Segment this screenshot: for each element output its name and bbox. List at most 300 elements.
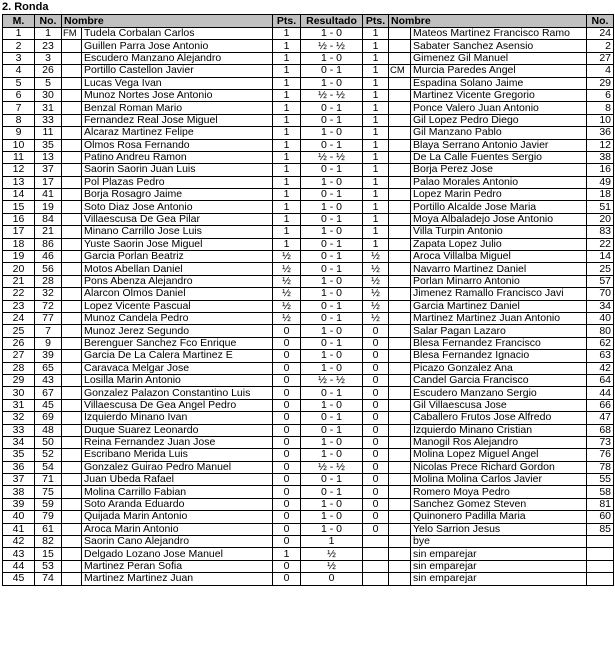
table-row (3, 300, 614, 312)
pts-negras-cell: 1 (363, 28, 389, 40)
numero-cell: 32 (35, 288, 62, 300)
numero-cell: 7 (35, 325, 62, 337)
resultado-cell: 1 - 0 (301, 523, 363, 535)
nombre-negras-cell: Candel Garcia Francisco (411, 374, 587, 386)
table-row (3, 449, 614, 461)
numero-cell: 75 (35, 486, 62, 498)
numero-cell: 30 (35, 89, 62, 101)
numero-cell: 43 (35, 374, 62, 386)
nombre-blancas-cell: Alarcon Olmos Daniel (82, 288, 273, 300)
resultado-cell: 1 - 0 (301, 350, 363, 362)
mesa-cell: 23 (3, 300, 35, 312)
header-pts-blancas: Pts. (273, 15, 301, 28)
titulo-negras-cell (389, 523, 411, 535)
pts-negras-cell: 0 (363, 325, 389, 337)
table-row (3, 523, 614, 535)
mesa-cell: 25 (3, 325, 35, 337)
titulo-negras-cell (389, 77, 411, 89)
titulo-cell (62, 89, 82, 101)
pts-negras-cell: 0 (363, 399, 389, 411)
titulo-cell (62, 312, 82, 324)
titulo-cell (62, 40, 82, 52)
mesa-cell: 12 (3, 164, 35, 176)
pts-negras-cell: 1 (363, 189, 389, 201)
mesa-cell: 17 (3, 226, 35, 238)
numero-negras-cell: 63 (587, 350, 614, 362)
pts-negras-cell: 0 (363, 486, 389, 498)
titulo-negras-cell (389, 251, 411, 263)
pts-blancas-cell: ½ (273, 312, 301, 324)
titulo-cell (62, 548, 82, 560)
numero-cell: 41 (35, 189, 62, 201)
titulo-cell (62, 226, 82, 238)
titulo-negras-cell (389, 288, 411, 300)
numero-cell: 79 (35, 511, 62, 523)
header-pts-negras: Pts. (363, 15, 389, 28)
numero-negras-cell (587, 573, 614, 585)
nombre-blancas-cell: Martinez Peran Sofia (82, 560, 273, 572)
numero-negras-cell: 16 (587, 164, 614, 176)
nombre-negras-cell: Martinez Martinez Juan Antonio (411, 312, 587, 324)
resultado-cell: 1 - 0 (301, 201, 363, 213)
titulo-negras-cell (389, 486, 411, 498)
numero-cell: 61 (35, 523, 62, 535)
titulo-cell (62, 176, 82, 188)
pts-blancas-cell: ½ (273, 251, 301, 263)
resultado-cell: ½ (301, 560, 363, 572)
titulo-cell (62, 498, 82, 510)
pts-blancas-cell: 1 (273, 114, 301, 126)
pts-blancas-cell: 0 (273, 374, 301, 386)
nombre-negras-cell: Martinez Vicente Gregorio (411, 89, 587, 101)
table-row (3, 213, 614, 225)
table-row (3, 362, 614, 374)
pts-negras-cell: 0 (363, 374, 389, 386)
resultado-cell: 1 - 0 (301, 288, 363, 300)
nombre-negras-cell: Garcia Martinez Daniel (411, 300, 587, 312)
pts-blancas-cell: 1 (273, 28, 301, 40)
pts-blancas-cell: 1 (273, 238, 301, 250)
header-numero: No. (35, 15, 62, 28)
pts-blancas-cell: 0 (273, 523, 301, 535)
table-row (3, 288, 614, 300)
nombre-blancas-cell: Aroca Marin Antonio (82, 523, 273, 535)
titulo-cell (62, 436, 82, 448)
numero-negras-cell: 18 (587, 189, 614, 201)
nombre-negras-cell: Gil Villaescusa Jose (411, 399, 587, 411)
table-row (3, 238, 614, 250)
resultado-cell: 0 - 1 (301, 251, 363, 263)
titulo-cell (62, 263, 82, 275)
pts-negras-cell (363, 548, 389, 560)
numero-negras-cell: 64 (587, 374, 614, 386)
titulo-negras-cell (389, 176, 411, 188)
nombre-blancas-cell: Motos Abellan Daniel (82, 263, 273, 275)
titulo-negras-cell (389, 350, 411, 362)
resultado-cell: 1 - 0 (301, 275, 363, 287)
numero-cell: 15 (35, 548, 62, 560)
pts-blancas-cell: 1 (273, 213, 301, 225)
header-row (3, 15, 614, 28)
numero-negras-cell: 22 (587, 238, 614, 250)
numero-cell: 46 (35, 251, 62, 263)
nombre-negras-cell: Zapata Lopez Julio (411, 238, 587, 250)
table-row (3, 461, 614, 473)
pts-blancas-cell: 0 (273, 511, 301, 523)
numero-negras-cell: 83 (587, 226, 614, 238)
pts-negras-cell: 0 (363, 387, 389, 399)
table-row (3, 164, 614, 176)
titulo-negras-cell (389, 498, 411, 510)
nombre-negras-cell: Moya Albaladejo Jose Antonio (411, 213, 587, 225)
titulo-cell (62, 523, 82, 535)
titulo-negras-cell (389, 139, 411, 151)
resultado-cell: 0 - 1 (301, 337, 363, 349)
resultado-cell: 0 - 1 (301, 412, 363, 424)
pts-blancas-cell: 1 (273, 226, 301, 238)
nombre-negras-cell: De La Calle Fuentes Sergio (411, 151, 587, 163)
nombre-negras-cell: Ponce Valero Juan Antonio (411, 102, 587, 114)
mesa-cell: 43 (3, 548, 35, 560)
numero-negras-cell: 20 (587, 213, 614, 225)
titulo-negras-cell (389, 238, 411, 250)
titulo-negras-cell (389, 325, 411, 337)
pts-blancas-cell: 0 (273, 436, 301, 448)
numero-cell: 67 (35, 387, 62, 399)
numero-negras-cell: 12 (587, 139, 614, 151)
pts-blancas-cell: 0 (273, 486, 301, 498)
resultado-cell: 0 - 1 (301, 114, 363, 126)
titulo-cell (62, 151, 82, 163)
titulo-negras-cell (389, 461, 411, 473)
numero-negras-cell: 29 (587, 77, 614, 89)
numero-negras-cell: 51 (587, 201, 614, 213)
numero-cell: 3 (35, 52, 62, 64)
numero-negras-cell: 10 (587, 114, 614, 126)
nombre-negras-cell: Romero Moya Pedro (411, 486, 587, 498)
nombre-blancas-cell: Portillo Castellon Javier (82, 65, 273, 77)
table-row (3, 139, 614, 151)
resultado-cell: 1 - 0 (301, 436, 363, 448)
mesa-cell: 27 (3, 350, 35, 362)
titulo-negras-cell (389, 189, 411, 201)
numero-cell: 84 (35, 213, 62, 225)
table-row (3, 486, 614, 498)
nombre-negras-cell: Espadina Solano Jaime (411, 77, 587, 89)
pts-blancas-cell: 1 (273, 151, 301, 163)
nombre-negras-cell: Blaya Serrano Antonio Javier (411, 139, 587, 151)
pts-blancas-cell: 0 (273, 399, 301, 411)
resultado-cell: 0 - 1 (301, 189, 363, 201)
titulo-cell (62, 127, 82, 139)
pts-negras-cell: 1 (363, 176, 389, 188)
nombre-blancas-cell: Juan Ubeda Rafael (82, 474, 273, 486)
table-row (3, 573, 614, 585)
nombre-negras-cell: Molina Molina Carlos Javier (411, 474, 587, 486)
pts-negras-cell: 1 (363, 151, 389, 163)
mesa-cell: 30 (3, 387, 35, 399)
table-row (3, 511, 614, 523)
mesa-cell: 18 (3, 238, 35, 250)
numero-cell: 82 (35, 536, 62, 548)
pts-blancas-cell: 1 (273, 139, 301, 151)
titulo-cell (62, 449, 82, 461)
nombre-negras-cell: Murcia Paredes Angel (411, 65, 587, 77)
titulo-negras-cell (389, 102, 411, 114)
numero-cell: 56 (35, 263, 62, 275)
resultado-cell: 1 - 0 (301, 77, 363, 89)
numero-cell: 86 (35, 238, 62, 250)
mesa-cell: 16 (3, 213, 35, 225)
nombre-blancas-cell: Guillen Parra Jose Antonio (82, 40, 273, 52)
pts-blancas-cell: 1 (273, 189, 301, 201)
numero-negras-cell: 68 (587, 424, 614, 436)
titulo-negras-cell (389, 201, 411, 213)
nombre-negras-cell: Villa Turpin Antonio (411, 226, 587, 238)
mesa-cell: 39 (3, 498, 35, 510)
nombre-negras-cell: Aroca Villalba Miguel (411, 251, 587, 263)
header-nombre-blancas: Nombre (62, 15, 273, 28)
table-row (3, 399, 614, 411)
numero-negras-cell: 70 (587, 288, 614, 300)
nombre-negras-cell: Nicolas Prece Richard Gordon (411, 461, 587, 473)
resultado-cell: 0 - 1 (301, 238, 363, 250)
numero-cell: 71 (35, 474, 62, 486)
pts-negras-cell: ½ (363, 300, 389, 312)
resultado-cell: 1 - 0 (301, 28, 363, 40)
nombre-negras-cell: Navarro Martinez Daniel (411, 263, 587, 275)
mesa-cell: 35 (3, 449, 35, 461)
pts-negras-cell: 1 (363, 65, 389, 77)
nombre-negras-cell: Escudero Manzano Sergio (411, 387, 587, 399)
header-nombre-negras: Nombre (389, 15, 587, 28)
resultado-cell: 0 - 1 (301, 139, 363, 151)
resultado-cell: 1 - 0 (301, 127, 363, 139)
table-row (3, 89, 614, 101)
pts-blancas-cell: ½ (273, 300, 301, 312)
titulo-cell (62, 300, 82, 312)
mesa-cell: 31 (3, 399, 35, 411)
mesa-cell: 45 (3, 573, 35, 585)
numero-negras-cell: 66 (587, 399, 614, 411)
mesa-cell: 20 (3, 263, 35, 275)
mesa-cell: 28 (3, 362, 35, 374)
pts-blancas-cell: 1 (273, 548, 301, 560)
resultado-cell: 1 - 0 (301, 325, 363, 337)
numero-negras-cell: 60 (587, 511, 614, 523)
nombre-negras-cell: Picazo Gonzalez Ana (411, 362, 587, 374)
titulo-cell (62, 374, 82, 386)
resultado-cell: 0 - 1 (301, 300, 363, 312)
pts-blancas-cell: 1 (273, 201, 301, 213)
titulo-negras-cell (389, 449, 411, 461)
titulo-negras-cell (389, 337, 411, 349)
nombre-negras-cell: bye (411, 536, 587, 548)
table-row (3, 312, 614, 324)
titulo-negras-cell (389, 573, 411, 585)
nombre-blancas-cell: Pol Plazas Pedro (82, 176, 273, 188)
nombre-blancas-cell: Saorin Saorin Juan Luis (82, 164, 273, 176)
nombre-negras-cell: Salar Pagan Lazaro (411, 325, 587, 337)
numero-cell: 72 (35, 300, 62, 312)
numero-negras-cell: 40 (587, 312, 614, 324)
pts-negras-cell: 0 (363, 424, 389, 436)
pts-negras-cell: 0 (363, 412, 389, 424)
nombre-blancas-cell: Reina Fernandez Juan Jose (82, 436, 273, 448)
table-row (3, 548, 614, 560)
pts-blancas-cell: 1 (273, 77, 301, 89)
numero-cell: 48 (35, 424, 62, 436)
nombre-blancas-cell: Tudela Corbalan Carlos (82, 28, 273, 40)
numero-cell: 13 (35, 151, 62, 163)
pts-blancas-cell: ½ (273, 275, 301, 287)
numero-negras-cell: 44 (587, 387, 614, 399)
titulo-cell (62, 461, 82, 473)
nombre-negras-cell: Blesa Fernandez Francisco (411, 337, 587, 349)
pts-negras-cell: 1 (363, 127, 389, 139)
numero-cell: 45 (35, 399, 62, 411)
titulo-cell (62, 337, 82, 349)
resultado-cell: 0 - 1 (301, 312, 363, 324)
titulo-cell (62, 486, 82, 498)
titulo-cell (62, 164, 82, 176)
pts-negras-cell: ½ (363, 251, 389, 263)
titulo-negras-cell (389, 412, 411, 424)
numero-cell: 77 (35, 312, 62, 324)
pts-negras-cell: 1 (363, 102, 389, 114)
numero-cell: 35 (35, 139, 62, 151)
pts-blancas-cell: 0 (273, 412, 301, 424)
titulo-negras-cell (389, 374, 411, 386)
nombre-blancas-cell: Minano Carrillo Jose Luis (82, 226, 273, 238)
nombre-blancas-cell: Olmos Rosa Fernando (82, 139, 273, 151)
titulo-negras-cell (389, 127, 411, 139)
mesa-cell: 42 (3, 536, 35, 548)
nombre-blancas-cell: Fernandez Real Jose Miguel (82, 114, 273, 126)
pts-blancas-cell: 1 (273, 52, 301, 64)
titulo-negras-cell (389, 89, 411, 101)
numero-cell: 26 (35, 65, 62, 77)
table-row (3, 536, 614, 548)
table-row (3, 40, 614, 52)
pts-blancas-cell: ½ (273, 288, 301, 300)
nombre-negras-cell: Borja Perez Jose (411, 164, 587, 176)
pts-negras-cell: 0 (363, 511, 389, 523)
mesa-cell: 7 (3, 102, 35, 114)
mesa-cell: 26 (3, 337, 35, 349)
numero-negras-cell: 25 (587, 263, 614, 275)
numero-negras-cell: 55 (587, 474, 614, 486)
nombre-negras-cell: Blesa Fernandez Ignacio (411, 350, 587, 362)
numero-negras-cell: 81 (587, 498, 614, 510)
titulo-cell (62, 511, 82, 523)
mesa-cell: 44 (3, 560, 35, 572)
titulo-negras-cell (389, 28, 411, 40)
table-row (3, 412, 614, 424)
titulo-cell (62, 275, 82, 287)
pts-blancas-cell: 0 (273, 573, 301, 585)
mesa-cell: 4 (3, 65, 35, 77)
nombre-blancas-cell: Garcia Porlan Beatriz (82, 251, 273, 263)
numero-cell: 19 (35, 201, 62, 213)
titulo-cell (62, 65, 82, 77)
nombre-negras-cell: Gil Lopez Pedro Diego (411, 114, 587, 126)
numero-negras-cell: 76 (587, 449, 614, 461)
numero-negras-cell: 8 (587, 102, 614, 114)
nombre-blancas-cell: Soto Diaz Jose Antonio (82, 201, 273, 213)
numero-negras-cell: 38 (587, 151, 614, 163)
nombre-blancas-cell: Garcia De La Calera Martinez E (82, 350, 273, 362)
numero-negras-cell: 47 (587, 412, 614, 424)
table-row (3, 176, 614, 188)
mesa-cell: 40 (3, 511, 35, 523)
resultado-cell: ½ - ½ (301, 461, 363, 473)
nombre-blancas-cell: Gonzalez Palazon Constantino Luis (82, 387, 273, 399)
nombre-negras-cell: Jimenez Ramallo Francisco Javi (411, 288, 587, 300)
pts-negras-cell: 0 (363, 461, 389, 473)
nombre-blancas-cell: Patino Andreu Ramon (82, 151, 273, 163)
pts-blancas-cell: 0 (273, 424, 301, 436)
nombre-blancas-cell: Soto Aranda Eduardo (82, 498, 273, 510)
nombre-negras-cell: Sanchez Gomez Steven (411, 498, 587, 510)
nombre-blancas-cell: Lopez Vicente Pascual (82, 300, 273, 312)
titulo-cell (62, 102, 82, 114)
titulo-negras-cell (389, 399, 411, 411)
numero-cell: 28 (35, 275, 62, 287)
resultado-cell: ½ - ½ (301, 374, 363, 386)
pts-blancas-cell: 1 (273, 89, 301, 101)
titulo-negras-cell (389, 387, 411, 399)
nombre-negras-cell: Quinonero Padilla Maria (411, 511, 587, 523)
nombre-blancas-cell: Berenguer Sanchez Fco Enrique (82, 337, 273, 349)
table-row (3, 77, 614, 89)
table-row (3, 474, 614, 486)
titulo-cell (62, 114, 82, 126)
pts-blancas-cell: 0 (273, 474, 301, 486)
table-row (3, 201, 614, 213)
pts-negras-cell (363, 573, 389, 585)
numero-negras-cell: 34 (587, 300, 614, 312)
resultado-cell: 1 - 0 (301, 52, 363, 64)
titulo-negras-cell: CM (389, 65, 411, 77)
pts-blancas-cell: 0 (273, 498, 301, 510)
table-row (3, 226, 614, 238)
mesa-cell: 10 (3, 139, 35, 151)
nombre-blancas-cell: Quijada Marin Antonio (82, 511, 273, 523)
nombre-blancas-cell: Borja Rosagro Jaime (82, 189, 273, 201)
numero-negras-cell: 2 (587, 40, 614, 52)
nombre-negras-cell: Manogil Ros Alejandro (411, 436, 587, 448)
resultado-cell: 0 - 1 (301, 486, 363, 498)
resultado-cell: 1 - 0 (301, 399, 363, 411)
titulo-cell (62, 387, 82, 399)
pts-negras-cell: 1 (363, 89, 389, 101)
titulo-cell (62, 536, 82, 548)
titulo-negras-cell (389, 536, 411, 548)
titulo-cell (62, 399, 82, 411)
header-numero-negras: No. (587, 15, 614, 28)
pts-negras-cell: 0 (363, 436, 389, 448)
table-row (3, 263, 614, 275)
titulo-cell (62, 52, 82, 64)
pts-negras-cell: 1 (363, 213, 389, 225)
header-resultado: Resultado (301, 15, 363, 28)
table-row (3, 102, 614, 114)
numero-negras-cell: 62 (587, 337, 614, 349)
nombre-negras-cell: Izquierdo Minano Cristian (411, 424, 587, 436)
pts-blancas-cell: 1 (273, 176, 301, 188)
nombre-blancas-cell: Villaescusa De Gea Pilar (82, 213, 273, 225)
